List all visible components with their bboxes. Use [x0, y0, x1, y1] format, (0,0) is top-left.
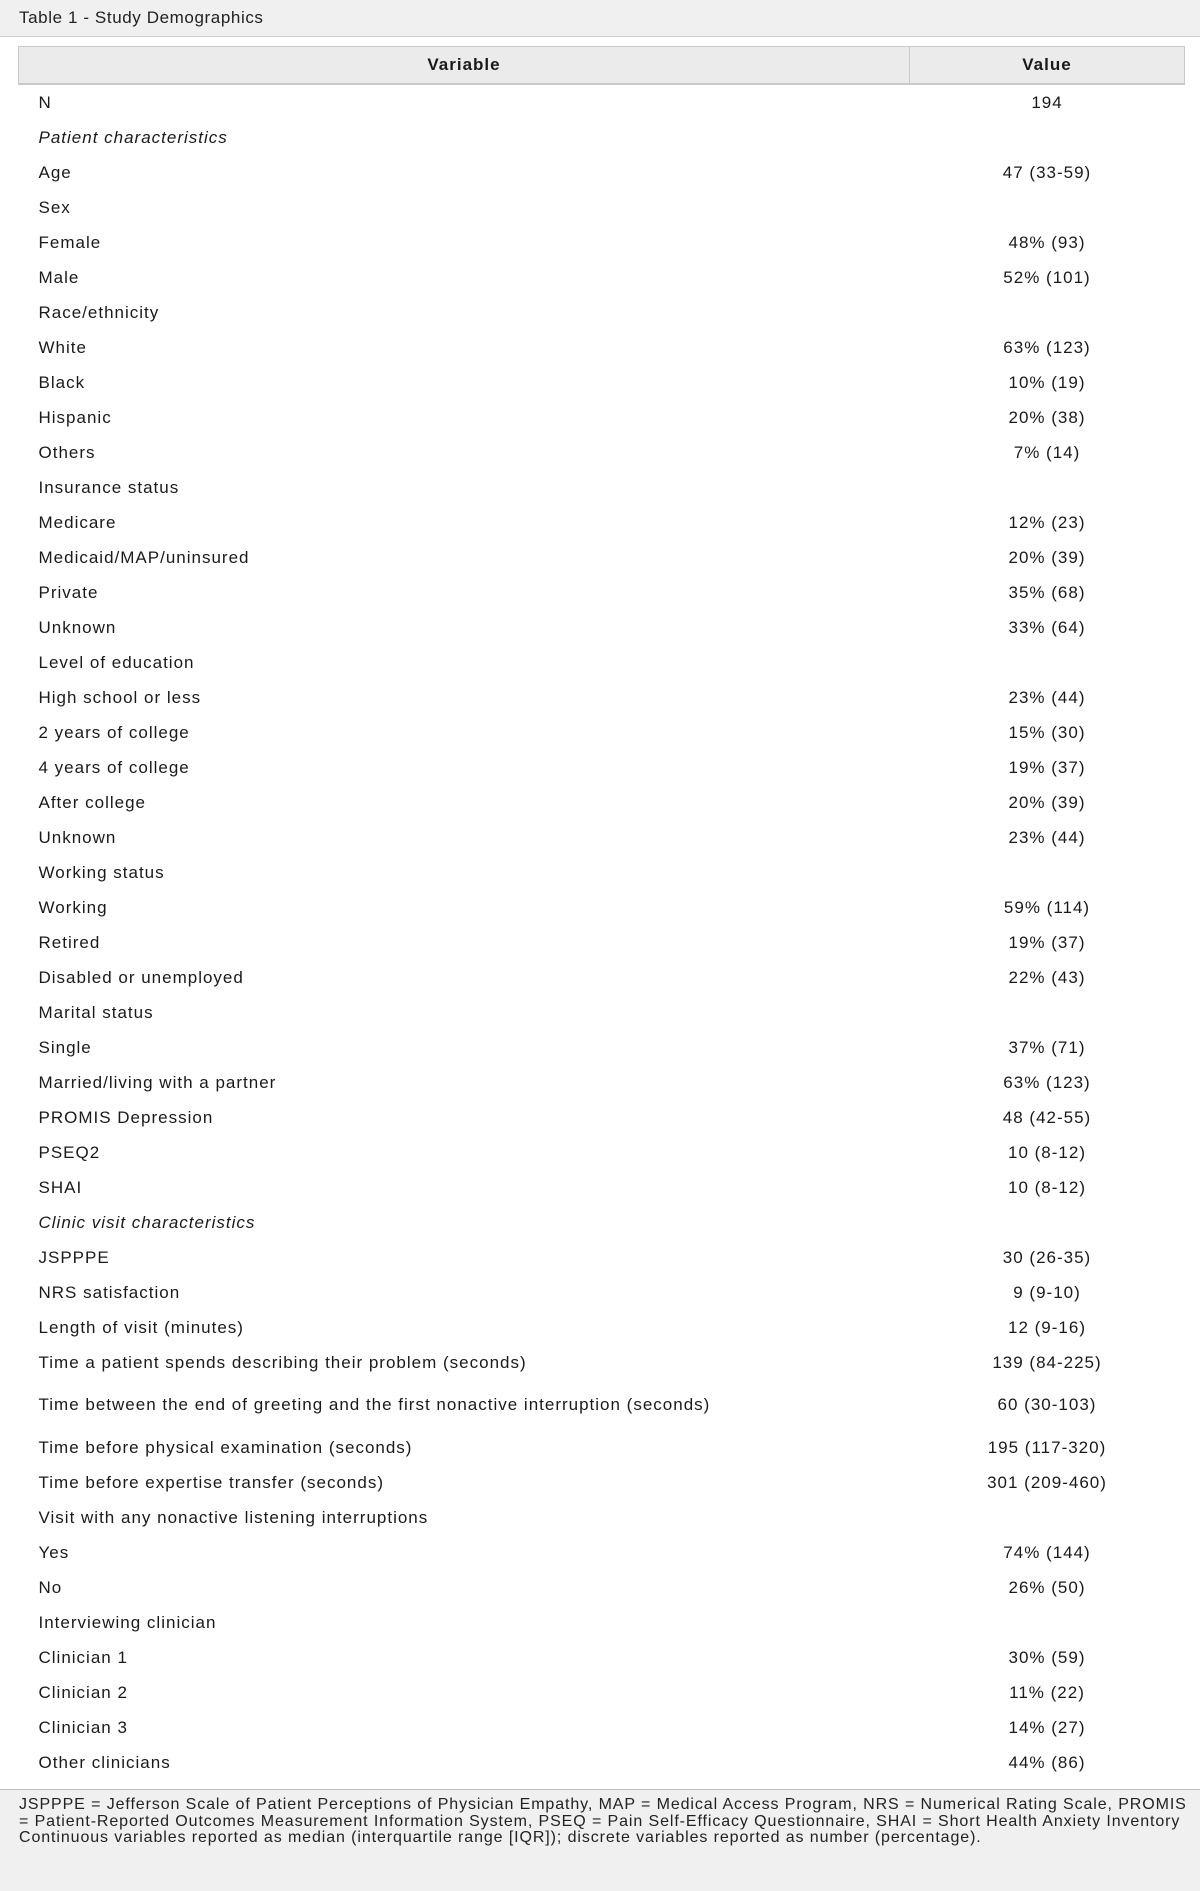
table-row [19, 1170, 1185, 1205]
table-row [19, 680, 1185, 715]
row-label: 4 years of college [38, 757, 190, 777]
row-label: White [38, 337, 87, 357]
table-row [19, 295, 1185, 330]
row-value: 10% (19) [1008, 372, 1086, 392]
row-value [910, 470, 1185, 505]
row-label: Disabled or unemployed [38, 967, 244, 987]
table-row [19, 260, 1185, 295]
row-label: N [38, 92, 52, 112]
row-label: Time between the end of greeting and the first nonactive interruption (seconds) [38, 1395, 711, 1414]
table-row [19, 1535, 1185, 1570]
row-value: 20% (39) [1008, 547, 1086, 567]
table-body [19, 84, 1185, 1780]
row-value [910, 645, 1185, 680]
table-row [19, 1500, 1185, 1535]
footnote-note: Continuous variables reported as median (interquartile range [IQR]); discrete variables reported as number (percentage). [19, 1829, 982, 1846]
row-value: 139 (84-225) [992, 1352, 1102, 1372]
row-label: Working [38, 897, 108, 917]
table-row [19, 1710, 1185, 1745]
table-row [19, 645, 1185, 680]
table-row [19, 1100, 1185, 1135]
table-row [19, 225, 1185, 260]
row-value: 37% (71) [1008, 1037, 1086, 1057]
table-footer [0, 1789, 1200, 1891]
column-header-variable: Variable [19, 47, 910, 85]
row-label: Male [38, 267, 80, 287]
table-row [19, 1675, 1185, 1710]
table-row [19, 855, 1185, 890]
row-label: Time a patient spends describing their problem (seconds) [38, 1352, 527, 1372]
table-row [19, 785, 1185, 820]
row-label: Married/living with a partner [38, 1072, 277, 1092]
row-value: 26% (50) [1008, 1577, 1086, 1597]
caption-bar [0, 0, 1200, 37]
row-value: 14% (27) [1008, 1717, 1086, 1737]
row-value: 194 [1031, 92, 1063, 112]
row-label: Age [38, 162, 72, 182]
row-label: Clinician 2 [38, 1682, 128, 1702]
table-row [19, 365, 1185, 400]
row-value: 30% (59) [1008, 1647, 1086, 1667]
row-value: 7% (14) [1013, 442, 1081, 462]
row-label: Race/ethnicity [38, 302, 160, 322]
row-label: Medicaid/MAP/uninsured [38, 547, 250, 567]
row-label: Black [38, 372, 86, 392]
row-label: Unknown [38, 827, 117, 847]
table-row [19, 1065, 1185, 1100]
row-label: Visit with any nonactive listening interruptions [38, 1507, 429, 1527]
row-value: 63% (123) [1003, 337, 1091, 357]
row-value: 10 (8-12) [1008, 1142, 1086, 1162]
row-label: Clinician 1 [38, 1647, 128, 1667]
table-row [19, 155, 1185, 190]
table-row [19, 1275, 1185, 1310]
table-row [19, 1605, 1185, 1640]
row-value [910, 855, 1185, 890]
table-row [19, 960, 1185, 995]
table-row [19, 995, 1185, 1030]
table-row [19, 925, 1185, 960]
row-label: Time before expertise transfer (seconds) [38, 1472, 384, 1492]
row-label: Length of visit (minutes) [38, 1317, 244, 1337]
table-row [19, 1640, 1185, 1675]
row-value: 22% (43) [1008, 967, 1086, 987]
row-value: 30 (26-35) [1002, 1247, 1092, 1267]
row-value: 15% (30) [1008, 722, 1086, 742]
row-label: Medicare [38, 512, 117, 532]
table-row [19, 1465, 1185, 1500]
row-value: 301 (209-460) [987, 1472, 1107, 1492]
table-row [19, 505, 1185, 540]
table-row [19, 1345, 1185, 1380]
row-value: 47 (33-59) [1002, 162, 1092, 182]
row-value: 19% (37) [1008, 932, 1086, 952]
table-row [19, 890, 1185, 925]
row-label: Marital status [38, 1002, 154, 1022]
row-label: Private [38, 582, 99, 602]
row-label: After college [38, 792, 146, 812]
row-label: Interviewing clinician [38, 1612, 217, 1632]
row-label: Level of education [38, 652, 195, 672]
table-row [19, 750, 1185, 785]
row-label: Unknown [38, 617, 117, 637]
row-label: PSEQ2 [38, 1142, 101, 1162]
row-value: 52% (101) [1003, 267, 1091, 287]
table-footnote [19, 1797, 1189, 1847]
row-label: Others [38, 442, 96, 462]
row-value [910, 190, 1185, 225]
row-value: 20% (38) [1008, 407, 1086, 427]
row-value: 60 (30-103) [997, 1395, 1097, 1414]
row-value [910, 1605, 1185, 1640]
table-row [19, 1240, 1185, 1275]
row-value: 195 (117-320) [987, 1437, 1107, 1457]
row-value: 63% (123) [1003, 1072, 1091, 1092]
row-value: 74% (144) [1003, 1542, 1091, 1562]
row-label: PROMIS Depression [38, 1107, 214, 1127]
row-label: Clinic visit characteristics [38, 1212, 256, 1232]
row-label: SHAI [38, 1177, 83, 1197]
table-row [19, 610, 1185, 645]
demographics-table [18, 46, 1185, 1780]
row-label: JSPPPE [38, 1247, 110, 1267]
row-value: 11% (22) [1009, 1682, 1085, 1702]
table-row [19, 470, 1185, 505]
row-value [910, 995, 1185, 1030]
table-row [19, 1135, 1185, 1170]
row-value: 59% (114) [1003, 897, 1091, 917]
row-label: Patient characteristics [38, 127, 228, 147]
row-value: 12% (23) [1008, 512, 1086, 532]
row-value: 44% (86) [1008, 1752, 1086, 1772]
table-row [19, 820, 1185, 855]
row-value: 35% (68) [1008, 582, 1086, 602]
table-row [19, 84, 1185, 120]
row-value: 19% (37) [1008, 757, 1086, 777]
table-row [19, 1310, 1185, 1345]
row-label: Clinician 3 [38, 1717, 128, 1737]
table-row [19, 1430, 1185, 1465]
row-value: 23% (44) [1008, 827, 1086, 847]
table-row [19, 190, 1185, 225]
table-row [19, 540, 1185, 575]
row-label: High school or less [38, 687, 202, 707]
table-caption: Table 1 - Study Demographics [19, 8, 264, 27]
row-value [910, 1500, 1185, 1535]
table-row [19, 400, 1185, 435]
row-label: Time before physical examination (seconds) [38, 1437, 413, 1457]
table-row [19, 1380, 1185, 1430]
row-value [910, 295, 1185, 330]
row-value: 10 (8-12) [1008, 1177, 1086, 1197]
table-header-row [19, 47, 1185, 85]
row-label: Retired [38, 932, 101, 952]
column-header-value: Value [910, 47, 1185, 85]
row-label: Female [38, 232, 102, 252]
row-value: 20% (39) [1008, 792, 1086, 812]
row-label: Insurance status [38, 477, 180, 497]
table-row [19, 330, 1185, 365]
table-row [19, 715, 1185, 750]
table-row [19, 1745, 1185, 1780]
row-label: NRS satisfaction [38, 1282, 181, 1302]
row-value [910, 120, 1185, 155]
row-label: Sex [38, 197, 71, 217]
table-row [19, 1030, 1185, 1065]
row-value: 48 (42-55) [1002, 1107, 1092, 1127]
row-value: 12 (9-16) [1008, 1317, 1086, 1337]
row-label: No [38, 1577, 63, 1597]
row-label: 2 years of college [38, 722, 190, 742]
row-value: 48% (93) [1008, 232, 1086, 252]
table-section-row [19, 120, 1185, 155]
table-container [18, 46, 1182, 1780]
row-label: Working status [38, 862, 165, 882]
row-label: Single [38, 1037, 92, 1057]
table-section-row [19, 1205, 1185, 1240]
row-value: 9 (9-10) [1013, 1282, 1081, 1302]
row-label: Other clinicians [38, 1752, 171, 1772]
row-value [910, 1205, 1185, 1240]
row-value: 23% (44) [1008, 687, 1086, 707]
table-row [19, 1570, 1185, 1605]
row-label: Yes [38, 1542, 70, 1562]
footnote-abbreviations: JSPPPE = Jefferson Scale of Patient Perceptions of Physician Empathy, MAP = Medical Access Program, NRS = Numerical Rating Scale, PROMIS = Patient-Reported Outcomes Measurement Information System, PSEQ = Pain Self-Efficacy Questionnaire, SHAI = Short Health Anxiety Inventory [19, 1796, 1187, 1830]
row-label: Hispanic [38, 407, 112, 427]
table-row [19, 435, 1185, 470]
row-value: 33% (64) [1008, 617, 1086, 637]
table-row [19, 575, 1185, 610]
